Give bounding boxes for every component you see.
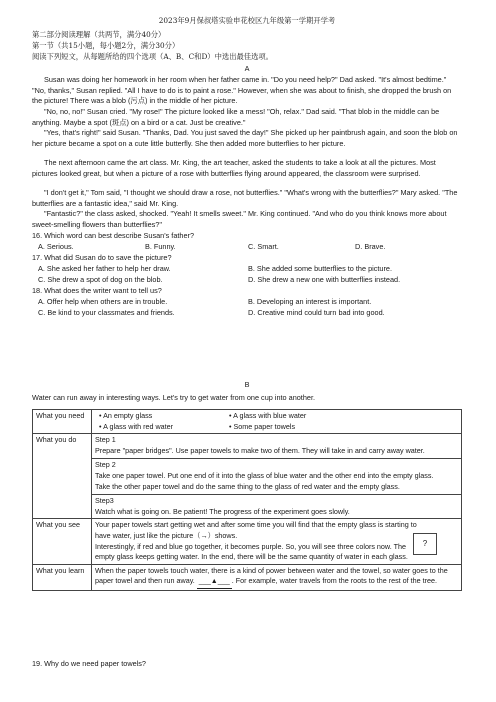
question-19-stem: 19. Why do we need paper towels? (32, 659, 146, 668)
exam-title: 2023年9月保叔塔实验申花校区九年级第一学期开学考 (158, 16, 336, 25)
passage-a-paragraph: "I don't get it," Tom said, "I thought we should draw a rose, not butterflies." "What's wrong with the butterflies?" Mary asked. "The butterflies are a fantastic idea," said Mr. King. (32, 188, 458, 208)
see-text: Your paper towels start getting wet and after some time you will find that the empty glass is starting to have water, just like the picture（→）shows. (95, 520, 417, 540)
question-18-stem: 18. What does the writer want to tell us? (32, 286, 162, 295)
table-row (33, 564, 462, 590)
need-row (95, 422, 458, 433)
passage-a-paragraph: "Fantastic?" the class asked, shocked. "Yeah! It smells sweet." Mr. King continued. "And who do you think knows more about sweet-smelling flowers than butterflies?" (32, 209, 447, 229)
learn-text: When the paper towels touch water, there is a kind of power between water and the towel, so water goes to the paper towel and then run away. (95, 565, 448, 586)
need-item: • A glass with red water (99, 421, 174, 431)
table-row (33, 519, 462, 564)
see-text: Interestingly, if red and blue go together, it becomes purple. So, you will see three colors now. The empty glass keeps getting water. In the end, there will be the same quantity of water in each glass. (95, 541, 408, 562)
do-cell (92, 434, 462, 519)
need-item: • A glass with blue water (229, 411, 307, 420)
passage-a-label: A (244, 64, 250, 73)
learn-text: . For example, water travels from the roots to the rest of the tree. (231, 576, 438, 586)
question-16-stem: 16. Which word can best describe Susan's father? (32, 231, 195, 240)
need-heading: What you need (33, 410, 92, 434)
question-18-option-b[interactable]: B. Developing an interest is important. (248, 297, 372, 306)
need-item: • Some paper towels (229, 421, 296, 431)
table-row (33, 434, 462, 519)
question-16-option-c[interactable]: C. Smart. (248, 242, 279, 251)
step3-title: Step3 (92, 494, 461, 507)
question-16-option-d[interactable]: D. Brave. (355, 242, 386, 251)
experiment-table (32, 409, 462, 591)
step1-text: Prepare "paper bridges". Use paper towels to make two of them. They will take in and carry away water. (95, 445, 425, 455)
experiment-picture-placeholder: ? (413, 533, 437, 555)
step2-text: Take one paper towel. Put one end of it into the glass of blue water and the other end into the empty glass. (95, 470, 434, 480)
question-18-option-a[interactable]: A. Offer help when others are in trouble. (38, 297, 168, 306)
step1-title: Step 1 (95, 435, 116, 445)
instruction-text: 阅读下列短文，从每题所给的四个选项（A、B、C和D）中选出最佳选项。 (32, 52, 273, 61)
passage-b-intro: Water can run away in interesting ways. Let's try to get water from one cup into another. (32, 393, 316, 402)
step2-text: Take the other paper towel and do the same thing to the glass of red water and the empty glass. (95, 481, 400, 491)
question-17-option-a[interactable]: A. She asked her father to help her draw. (38, 264, 171, 273)
passage-a-paragraph: The next afternoon came the art class. Mr. King, the art teacher, asked the students to take a look at all the pictures. Most pictures looked great, but when a picture of a rose with butterflies flying around appeared, the classroom were surprised. (32, 158, 436, 178)
table-row (33, 410, 462, 434)
question-17-option-d[interactable]: D. She drew a new one with butterflies instead. (248, 275, 401, 284)
passage-a-paragraph: Susan was doing her homework in her room when her father came in. "Do you need help?" Dad asked. "It's almost bedtime." "No, thanks," Susan replied. "All I have to do is to paint a rose." However, when she was about to finish, she dropped the brush on the picture! There was a blob (污点) in the middle of her picture. (32, 75, 452, 105)
question-17-option-b[interactable]: B. She added some butterflies to the picture. (248, 264, 392, 273)
question-16-option-b[interactable]: B. Funny. (145, 242, 176, 251)
passage-b-label: B (244, 380, 250, 389)
question-16-option-a[interactable]: A. Serious. (38, 242, 74, 251)
question-17-stem: 17. What did Susan do to save the picture? (32, 253, 172, 262)
need-cell (92, 410, 462, 434)
step2-title: Step 2 (92, 458, 461, 471)
question-17-option-c[interactable]: C. She drew a spot of dog on the blob. (38, 275, 163, 284)
see-cell (92, 519, 462, 564)
answer-blank[interactable]: ___▲___ (197, 576, 232, 589)
question-18-option-c[interactable]: C. Be kind to your classmates and friends. (38, 308, 175, 317)
passage-a-paragraph: "No, no, no!" Susan cried. "My rose!" The picture looked like a mess! "Oh, relax." Dad said. "That blob in the middle can be anything. Maybe a spot (斑点) on a bird or a cat. Just be creative." (32, 107, 440, 127)
see-heading: What you see (33, 519, 92, 564)
section-heading: 第一节（共15小题，每小题2分，满分30分） (32, 41, 180, 50)
part-heading: 第二部分阅读理解（共两节，满分40分） (32, 30, 166, 39)
learn-cell (92, 564, 462, 590)
need-row (95, 411, 458, 422)
do-heading: What you do (33, 434, 92, 519)
question-18-option-d[interactable]: D. Creative mind could turn bad into good. (248, 308, 385, 317)
passage-a-paragraph: "Yes, that's right!" said Susan. "Thanks, Dad. You just saved the day!" She picked up her paintbrush again, and soon the blob on her picture became a spot on a cute little butterfly. She then added more butterflies to her picture. (32, 128, 458, 148)
learn-heading: What you learn (33, 564, 92, 590)
step3-text: Watch what is going on. Be patient! The progress of the experiment goes slowly. (95, 506, 350, 516)
triangle-marker-icon: ▲ (210, 578, 218, 586)
need-item: • An empty glass (99, 411, 153, 420)
